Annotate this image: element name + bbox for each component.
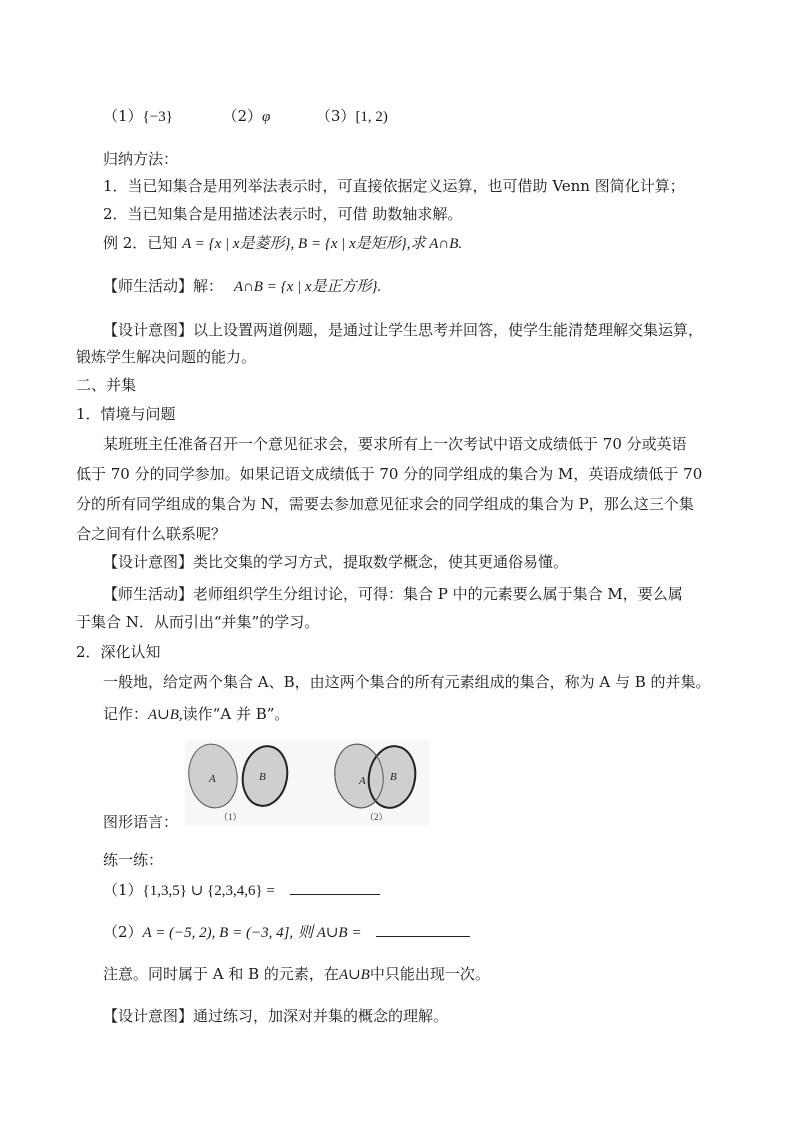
activity-1-text: 解： [193, 277, 224, 295]
intent-3-text: 通过练习，加深对并集的概念的理解。 [193, 1007, 449, 1025]
practice-2-then: 则 A∪B = [297, 925, 362, 941]
intent-1-tag: 【设计意图】 [103, 321, 194, 339]
scenario-line-1: 某班班主任准备召开一个意见征求会，要求所有上一次考试中语文成绩低于 70 分或英语 [103, 435, 687, 453]
practice-title: 练一练： [103, 851, 164, 869]
definition-line-1: 一般地，给定两个集合 A、B，由这两个集合的所有元素组成的集合，称为 A 与 B 的并集。 [103, 673, 711, 691]
example-2-sets: A = {x | x是菱形}, B = {x | x是矩形}, [182, 236, 411, 252]
section-title-union: 二、并集 [76, 376, 137, 394]
example-2 [103, 233, 462, 254]
practice-2-expr: A = (−5, 2), B = (−3, 4], [142, 925, 294, 941]
intent-3-tag: 【设计意图】 [103, 1007, 194, 1025]
practice-2-label: （2） [103, 923, 143, 941]
venn-2-label-b: B [390, 771, 397, 783]
notation-prefix: 记作： [103, 705, 149, 723]
practice-2-blank[interactable] [376, 922, 470, 937]
practice-1 [103, 880, 380, 901]
activity-2-line-1 [103, 584, 683, 604]
scenario-line-4: 合之间有什么联系呢？ [76, 525, 227, 543]
practice-1-expr: {1,3,5} ∪ {2,3,4,6} = [142, 883, 275, 899]
intent-2-tag: 【设计意图】 [103, 553, 194, 571]
method-title: 归纳方法： [103, 150, 179, 168]
method-item-1: 1．当已知集合是用列举法表示时，可直接依据定义运算，也可借助 Venn 图简化计算； [103, 177, 685, 195]
intent-2 [103, 552, 568, 572]
venn-2-label-a: A [359, 775, 366, 787]
venn-2-caption: （2） [365, 812, 388, 822]
intent-1-line-1 [103, 320, 703, 340]
figure-label: 图形语言： [103, 813, 179, 831]
activity-1-formula: A∩B = {x | x是正方形}. [233, 279, 382, 295]
notation-math: A∪B, [148, 707, 183, 723]
venn-1-caption: （1） [219, 812, 242, 822]
answer-1-label: （1） [103, 107, 143, 125]
activity-1-tag: 【师生活动】 [103, 277, 194, 295]
venn-1-label-a: A [209, 773, 216, 785]
activity-2-text-1: 老师组织学生分组讨论，可得：集合 P 中的元素要么属于集合 M，要么属 [193, 585, 683, 603]
note [103, 964, 490, 985]
definition-notation [103, 704, 289, 725]
scenario-line-2: 低于 70 分的同学参加。如果记语文成绩低于 70 分的同学组成的集合为 M，英语成绩低于 70 [76, 465, 703, 483]
answer-3-value: [1, 2) [355, 109, 388, 125]
subsection-deepen: 2．深化认知 [76, 643, 161, 661]
intent-1-text-1: 以上设置两道例题，是通过让学生思考并回答，使学生能清楚理解交集运算， [193, 321, 704, 339]
note-suffix: 中只能出现一次。 [369, 965, 490, 983]
notation-suffix: 读作“A 并 B”。 [182, 705, 290, 723]
scenario-line-3: 分的所有同学组成的集合为 N，需要去参加意见征求会的同学组成的集合为 P，那么这三个集 [76, 495, 694, 513]
answer-2-value: φ [262, 109, 271, 125]
method-item-2: 2．当已知集合是用描述法表示时，可借 助数轴求解。 [103, 205, 463, 223]
note-prefix: 注意。同时属于 A 和 B 的元素，在 [103, 965, 339, 983]
practice-1-blank[interactable] [290, 880, 380, 895]
answer-2-label: （2） [222, 107, 263, 125]
intent-2-text: 类比交集的学习方式，提取数学概念，使其更通俗易懂。 [193, 553, 569, 571]
venn-figure [185, 740, 429, 826]
intent-3 [103, 1006, 448, 1026]
answer-1-value: {−3} [142, 109, 173, 125]
activity-2-line-2: 于集合 N．从而引出“并集”的学习。 [76, 613, 320, 631]
note-math: A∪B [338, 967, 370, 983]
practice-1-label: （1） [103, 881, 143, 899]
subsection-scenario: 1．情境与问题 [76, 405, 176, 423]
answer-3-label: （3） [315, 107, 356, 125]
intent-1-line-2: 锻炼学生解决问题的能力。 [76, 348, 257, 366]
venn-diagram [185, 740, 429, 826]
example-2-question: 求 A∩B. [410, 236, 463, 252]
activity-1 [103, 276, 381, 297]
venn-1-label-b: B [259, 771, 266, 783]
answers-row [103, 106, 388, 127]
practice-2 [103, 922, 470, 943]
activity-2-tag: 【师生活动】 [103, 585, 194, 603]
example-2-prefix: 例 2．已知 [103, 234, 183, 252]
